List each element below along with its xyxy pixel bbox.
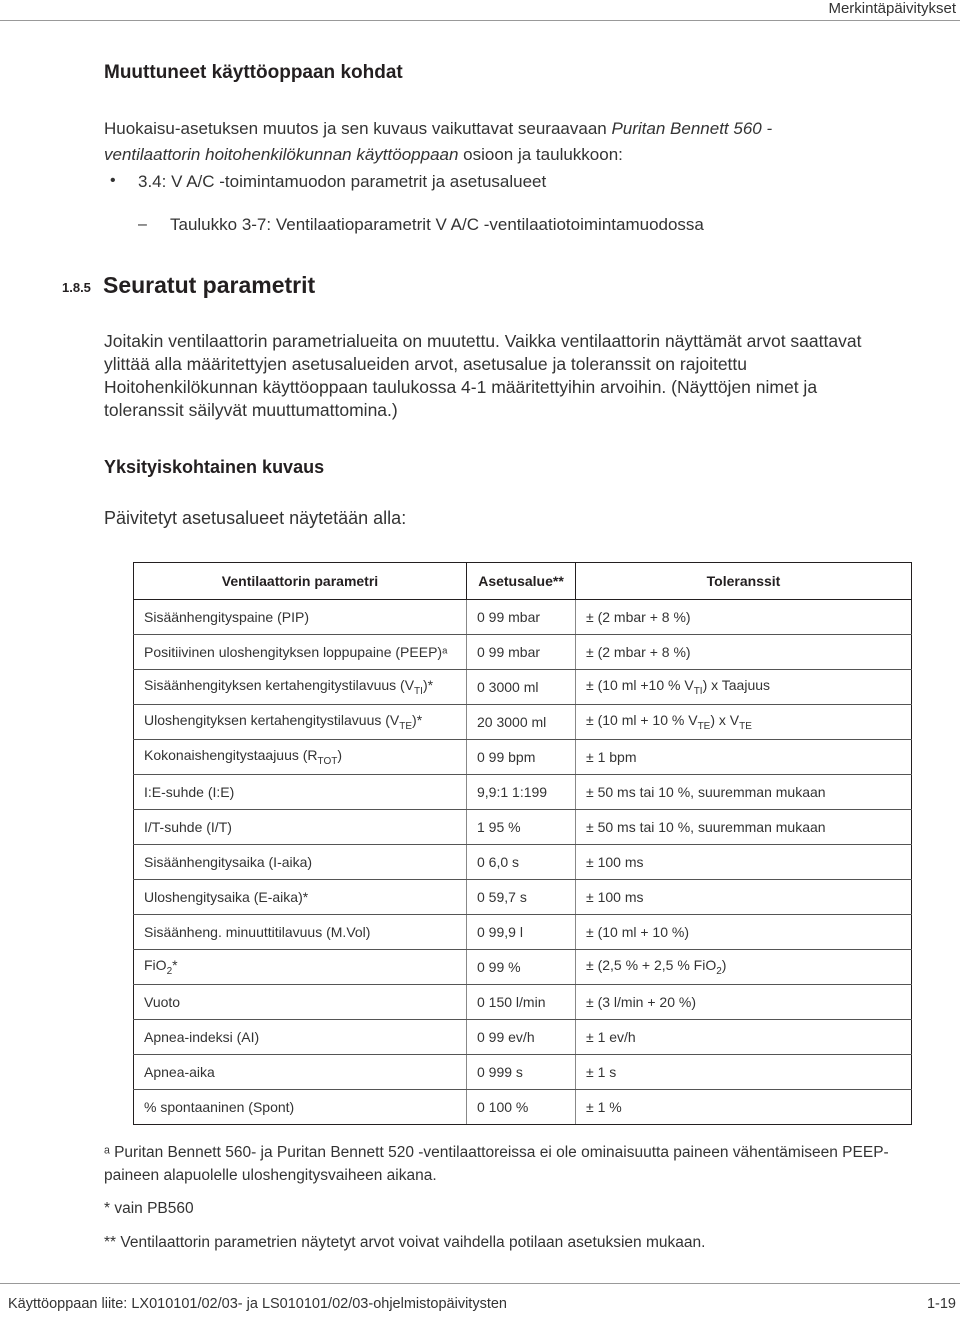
cell-parameter-text: % spontaaninen (Spont) [144, 1099, 295, 1115]
table-row [134, 985, 912, 1020]
cell-range-text: 1 95 % [477, 819, 521, 835]
cell-tolerance [576, 1055, 912, 1090]
cell-parameter [134, 1055, 467, 1090]
cell-parameter-text: ) [337, 747, 343, 764]
table-row [134, 1055, 912, 1090]
cell-parameter [134, 810, 467, 845]
cell-range [467, 1055, 576, 1090]
cell-tolerance-subscript: TE [697, 720, 711, 732]
cell-parameter-text: Sisäänhengityksen kertahengitystilavuus (V [144, 677, 415, 694]
section-title: Seuratut parametrit [103, 272, 316, 298]
cell-tolerance [576, 1090, 912, 1125]
cell-tolerance [576, 915, 912, 950]
cell-range [467, 1020, 576, 1055]
cell-tolerance [576, 740, 912, 775]
cell-tolerance-subscript: 2 [716, 965, 722, 977]
footer-rule [0, 1283, 960, 1284]
table-row [134, 810, 912, 845]
cell-tolerance-text: ± 50 ms tai 10 %, suuremman mukaan [586, 819, 826, 835]
running-header: Merkintäpäivitykset [828, 0, 956, 17]
intro-manual-title: Puritan Bennett 560 -ventilaattorin hoitohenkilökunnan käyttöoppaan [104, 119, 773, 164]
section-paragraph: Joitakin ventilaattorin parametrialueita on muutettu. Vaikka ventilaattorin näyttämät arvot saattavat ylittää alla määritettyjen asetusalueiden arvot, asetusalue ja toleranssit on rajoitettu Hoitohenkilökunnan käyttöoppaan taulukossa 4-1 määritettyihin arvoihin. (Näyttöjen nimet ja toleranssit säilyvät muuttumattomina.) [104, 331, 862, 420]
cell-range [467, 705, 576, 740]
cell-parameter [134, 845, 467, 880]
cell-range-text: 0 150 l/min [477, 994, 546, 1010]
cell-range-text: 20 3000 ml [477, 714, 547, 730]
cell-tolerance-subscript: TI [693, 685, 703, 697]
cell-parameter [134, 600, 467, 635]
column-header-parameter: Ventilaattorin parametri [134, 563, 467, 600]
table-row [134, 950, 912, 985]
table-header-row [134, 563, 912, 600]
cell-tolerance-text: ± 100 ms [586, 889, 644, 905]
cell-range [467, 740, 576, 775]
table-row [134, 915, 912, 950]
cell-tolerance [576, 670, 912, 705]
cell-tolerance-text: ± (2 mbar + 8 %) [586, 644, 691, 660]
cell-tolerance-text: ± (10 ml +10 % V [586, 677, 694, 694]
cell-range-text: 0 99 ev/h [477, 1029, 535, 1045]
cell-range [467, 810, 576, 845]
cell-tolerance-text: ) [721, 957, 727, 974]
table-row [134, 880, 912, 915]
cell-range [467, 950, 576, 985]
table-row [134, 775, 912, 810]
cell-tolerance-text: ) x V [710, 712, 740, 729]
cell-tolerance-text: ± (10 ml + 10 %) [586, 924, 689, 940]
cell-tolerance-text: ± (3 l/min + 20 %) [586, 994, 696, 1010]
cell-range [467, 985, 576, 1020]
cell-tolerance-text: ± 50 ms tai 10 %, suuremman mukaan [586, 784, 826, 800]
cell-parameter-text: Uloshengityksen kertahengitystilavuus (V [144, 712, 400, 729]
cell-range-text: 0 99 % [477, 959, 521, 975]
cell-range [467, 600, 576, 635]
changes-intro [104, 116, 864, 168]
cell-range [467, 1090, 576, 1125]
cell-parameter-text: Positiivinen uloshengityksen loppupaine (PEEP)ᵃ [144, 644, 448, 660]
cell-parameter-text: Vuoto [144, 994, 181, 1010]
cell-parameter-text: Kokonaishengitystaajuus (R [144, 747, 318, 764]
cell-range-text: 0 6,0 s [477, 854, 520, 870]
footnote-star: * vain PB560 [104, 1200, 194, 1217]
table-row [134, 705, 912, 740]
table-row [134, 740, 912, 775]
cell-range-text: 0 100 % [477, 1099, 529, 1115]
header-rule [0, 20, 960, 21]
cell-parameter [134, 705, 467, 740]
cell-parameter [134, 880, 467, 915]
cell-tolerance [576, 1020, 912, 1055]
table-row [134, 600, 912, 635]
cell-tolerance-text: ± 1 % [586, 1099, 622, 1115]
cell-range-text: 9,9:1 1:199 [477, 784, 548, 800]
cell-tolerance-text: ± (2 mbar + 8 %) [586, 609, 691, 625]
cell-range-text: 0 99 mbar [477, 609, 541, 625]
cell-range [467, 635, 576, 670]
cell-tolerance-text: ± 100 ms [586, 854, 644, 870]
section-number: 1.8.5 [62, 280, 91, 295]
sub-bullet-item: Taulukko 3-7: Ventilaatioparametrit V A/C -ventilaatiotoimintamuodossa [170, 215, 704, 234]
cell-tolerance [576, 775, 912, 810]
cell-parameter [134, 670, 467, 705]
cell-parameter-text: Apnea-indeksi (AI) [144, 1029, 260, 1045]
cell-parameter-text: Apnea-aika [144, 1064, 215, 1080]
cell-parameter [134, 1090, 467, 1125]
cell-tolerance [576, 880, 912, 915]
table-row [134, 670, 912, 705]
cell-tolerance-text: ± (10 ml + 10 % V [586, 712, 698, 729]
cell-tolerance [576, 705, 912, 740]
bullet-item: 3.4: V A/C -toimintamuodon parametrit ja asetusalueet [138, 172, 547, 191]
cell-parameter [134, 775, 467, 810]
cell-tolerance [576, 845, 912, 880]
detail-heading: Yksityiskohtainen kuvaus [104, 457, 325, 477]
cell-range [467, 880, 576, 915]
cell-range [467, 845, 576, 880]
cell-parameter [134, 985, 467, 1020]
cell-parameter [134, 740, 467, 775]
cell-range [467, 775, 576, 810]
cell-parameter [134, 1020, 467, 1055]
cell-parameter-text: I:E-suhde (I:E) [144, 784, 235, 800]
column-header-tolerance: Toleranssit [576, 563, 912, 600]
cell-parameter [134, 950, 467, 985]
cell-parameter-subscript: TI [414, 685, 423, 697]
cell-tolerance [576, 810, 912, 845]
cell-parameter-text: )* [422, 677, 434, 694]
cell-range-text: 0 59,7 s [477, 889, 527, 905]
footer-document-title: Käyttöoppaan liite: LX010101/02/03- ja LS010101/02/03-ohjelmistopäivitysten [8, 1296, 507, 1312]
cell-range-text: 0 99,9 l [477, 924, 523, 940]
cell-parameter-text: Sisäänhengityspaine (PIP) [144, 609, 309, 625]
footnote-a: ᵃ Puritan Bennett 560- ja Puritan Bennett 520 -ventilaattoreissa ei ole ominaisuutta paineen vähentämiseen PEEP-paineen alapuolelle uloshengitysvaiheen aikana. [104, 1144, 889, 1184]
cell-parameter-text: I/T-suhde (I/T) [144, 819, 232, 835]
cell-tolerance-text: ± 1 s [586, 1064, 617, 1080]
cell-tolerance [576, 600, 912, 635]
intro-text-1: Huokaisu-asetuksen muutos ja sen kuvaus vaikuttavat seuraavaan [104, 119, 612, 138]
cell-tolerance [576, 950, 912, 985]
sub-bullet-marker: – [138, 216, 147, 233]
cell-parameter [134, 635, 467, 670]
cell-parameter-subscript: TOT [317, 755, 338, 767]
detail-intro: Päivitetyt asetusalueet näytetään alla: [104, 508, 407, 528]
cell-range-text: 0 3000 ml [477, 679, 539, 695]
cell-parameter-text: Sisäänheng. minuuttitilavuus (M.Vol) [144, 924, 371, 940]
cell-range-text: 0 99 bpm [477, 749, 536, 765]
cell-range [467, 670, 576, 705]
cell-parameter [134, 915, 467, 950]
table-row [134, 845, 912, 880]
cell-tolerance-text: ± 1 bpm [586, 749, 637, 765]
cell-range-text: 0 999 s [477, 1064, 523, 1080]
cell-parameter-subscript: TE [399, 720, 413, 732]
cell-tolerance-text: ± 1 ev/h [586, 1029, 636, 1045]
bullet-marker: • [110, 172, 116, 189]
cell-tolerance [576, 635, 912, 670]
intro-text-2: osioon ja taulukkoon: [458, 145, 623, 164]
changes-heading: Muuttuneet käyttöoppaan kohdat [104, 62, 403, 83]
cell-tolerance-text: ± (2,5 % + 2,5 % FiO [586, 957, 717, 974]
cell-parameter-subscript: 2 [166, 965, 173, 977]
cell-tolerance [576, 985, 912, 1020]
page-number: 1-19 [926, 1296, 956, 1312]
cell-range-text: 0 99 mbar [477, 644, 541, 660]
cell-parameter-text: )* [412, 712, 423, 729]
cell-tolerance-text: ) x Taajuus [702, 677, 771, 694]
footnote-double-star: ** Ventilaattorin parametrien näytetyt arvot voivat vaihdella potilaan asetuksien mukaan. [104, 1234, 706, 1251]
cell-range [467, 915, 576, 950]
cell-parameter-text: FiO [144, 957, 167, 974]
cell-parameter-text: Sisäänhengitysaika (I-aika) [144, 854, 313, 870]
cell-parameter-text: * [172, 957, 178, 974]
cell-tolerance-subscript: TE [739, 720, 752, 732]
column-header-range: Asetusalue** [467, 563, 576, 600]
table-row [134, 1090, 912, 1125]
table-row [134, 635, 912, 670]
cell-parameter-text: Uloshengitysaika (E-aika)* [144, 889, 309, 905]
parameters-table [133, 562, 912, 1125]
table-body [134, 600, 912, 1125]
table-row [134, 1020, 912, 1055]
